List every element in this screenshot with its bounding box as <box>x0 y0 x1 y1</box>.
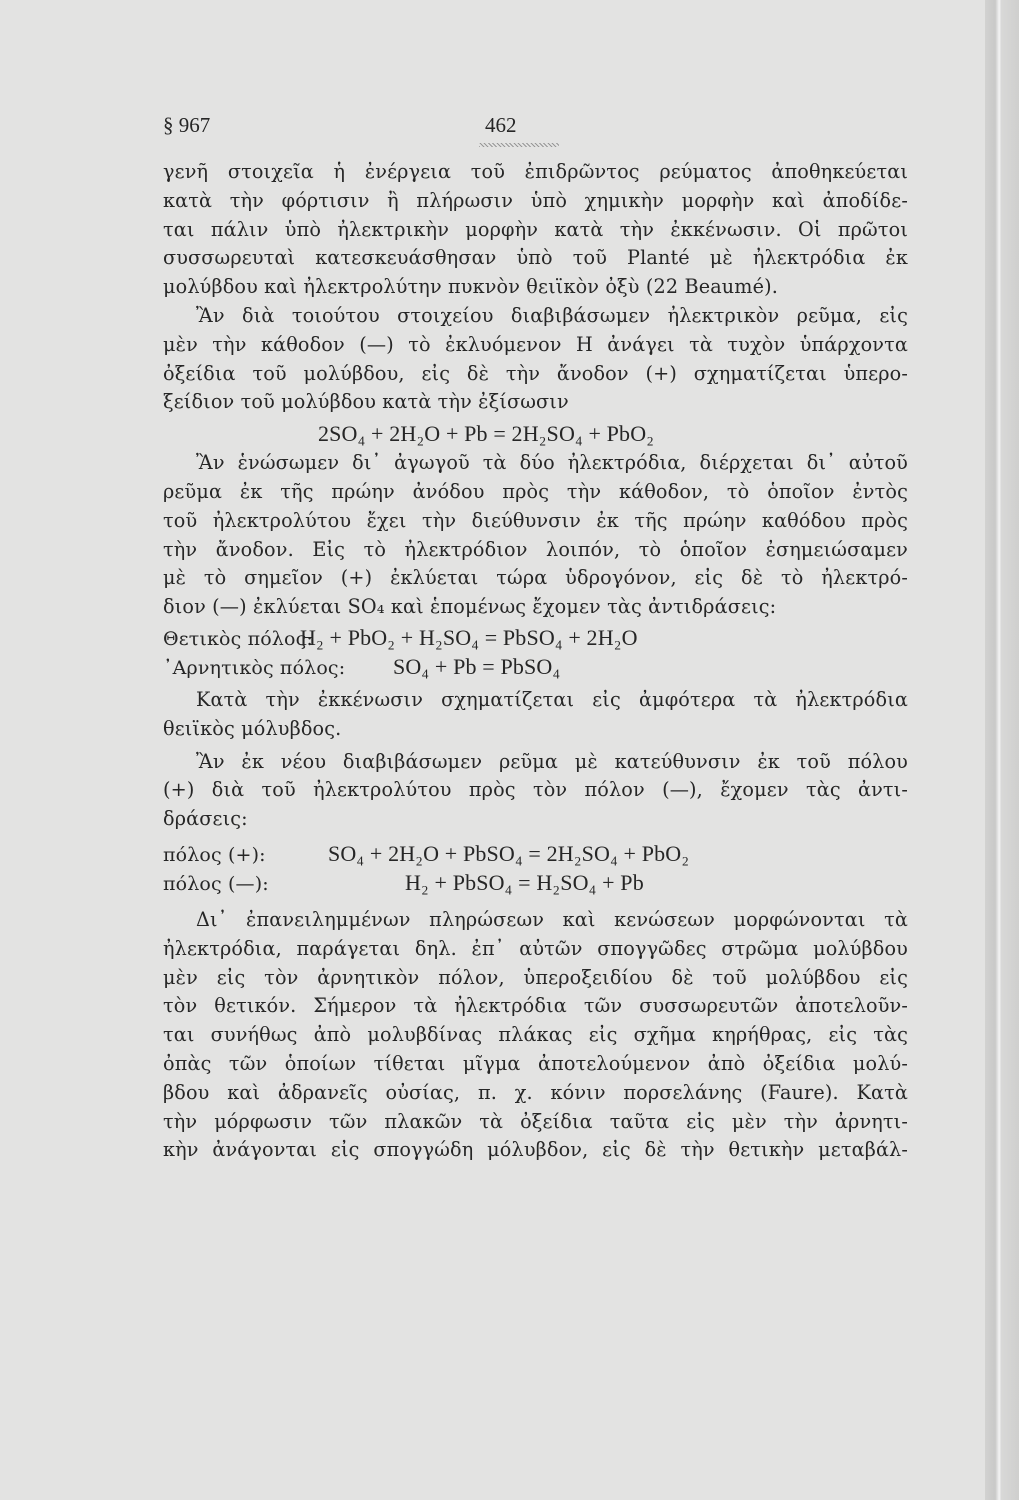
paragraph-discharge <box>163 449 908 622</box>
text-line: (+) διὰ τοῦ ἠλεκτρολύτου πρὸς τὸν πόλον (—), ἔχομεν τὰς ἀντι- <box>163 778 908 802</box>
section-number: § 967 <box>163 113 211 137</box>
paragraph-sulfate <box>163 686 908 744</box>
text-line: διον (—) ἐκλύεται SO₄ καὶ ἑπομένως ἔχομεν τὰς ἀντιδράσεις: <box>163 595 777 619</box>
reaction-label: πόλος (+): <box>163 843 266 866</box>
page-number-ornament <box>479 143 559 147</box>
text-line: ρεῦμα ἐκ τῆς πρώην ἀνόδου πρὸς τὴν κάθοδον, τὸ ὁποῖον ἐντὸς <box>163 479 908 503</box>
text-line: κὴν ἀνάγονται εἰς σπογγώδη μόλυβδον, εἰς δὲ τὴν θετικὴν μεταβάλ- <box>163 1138 908 1162</box>
page-gutter-shadow <box>985 0 1019 1500</box>
text-line: ὀπὰς τῶν ὁποίων τίθεται μῖγμα ἀποτελούμενον ἀπὸ ὀξείδια μολύ- <box>163 1051 908 1075</box>
text-line: Κατὰ τὴν ἐκκένωσιν σχηματίζεται εἰς ἀμφότερα τὰ ἠλεκτρόδια <box>196 687 908 711</box>
reaction-negative-pole <box>163 653 908 682</box>
text-line: τοῦ ἠλεκτρολύτου ἔχει τὴν διεύθυνσιν ἐκ τῆς πρώην καθόδου πρὸς <box>163 508 908 532</box>
reaction-equation: SO₄ + Pb = PbSO₄ <box>393 653 561 679</box>
text-line: Ἂν διὰ τοιούτου στοιχείου διαβιβάσωμεν ἠλεκτρικὸν ρεῦμα, εἰς <box>196 303 908 327</box>
reaction-label: ᾽Αρνητικὸς πόλος: <box>163 656 346 679</box>
reaction-positive-pole <box>163 840 908 869</box>
text-line: συσσωρευταὶ κατεσκευάσθησαν ὑπὸ τοῦ Planté μὲ ἠλεκτρόδια ἐκ <box>163 246 908 270</box>
reaction-label: Θετικὸς πόλος: <box>163 627 313 650</box>
paragraph-recharge <box>163 748 908 834</box>
text-line: ἠλεκτρόδια, παράγεται δηλ. ἐπ᾽ αὐτῶν σπογγῶδες στρῶμα μολύβδου <box>163 936 908 960</box>
text-line: δράσεις: <box>163 807 248 831</box>
text-line: τὸν θετικόν. Σήμερον τὰ ἠλεκτρόδια τῶν συσσωρευτῶν ἀποτελοῦν- <box>163 994 908 1018</box>
text-line: γενῆ στοιχεῖα ἡ ἐνέργεια τοῦ ἐπιδρῶντος ρεύματος ἀποθηκεύεται <box>163 160 908 183</box>
text-line: ξείδιον τοῦ μολύβδου κατὰ τὴν ἐξίσωσιν <box>163 390 569 414</box>
reaction-equation: H₂ + PbSO₄ = H₂SO₄ + Pb <box>405 869 644 895</box>
text-line: τὴν ἄνοδον. Εἰς τὸ ἠλεκτρόδιον λοιπόν, τὸ ὁποῖον ἐσημειώσαμεν <box>163 537 908 561</box>
reaction-positive-pole <box>163 624 908 653</box>
reaction-negative-pole <box>163 869 908 898</box>
page-body <box>163 158 908 1165</box>
text-line: ται συνήθως ἀπὸ μολυβδίνας πλάκας εἰς σχῆμα κηρήθρας, εἰς τὰς <box>163 1023 908 1047</box>
text-line: μολύβδου καὶ ἠλεκτρολύτην πυκνὸν θειϊκὸν ὀξὺ (22 Beaumé). <box>163 275 779 299</box>
text-line: ται πάλιν ὑπὸ ἠλεκτρικὴν μορφὴν κατὰ τὴν ἐκκένωσιν. Οἱ πρῶτοι <box>163 217 908 241</box>
page-header <box>163 113 908 153</box>
equation-charging <box>163 420 908 449</box>
equation-text: 2SO₄ + 2H₂O + Pb = 2H₂SO₄ + PbO₂ <box>318 421 655 447</box>
paragraph-formation <box>163 906 908 1165</box>
text-line: Ἂν ἑνώσωμεν δι᾽ ἀγωγοῦ τὰ δύο ἠλεκτρόδια, διέρχεται δι᾽ αὐτοῦ <box>196 451 908 475</box>
text-line: βδου καὶ ἀδρανεῖς οὐσίας, π. χ. κόνιν πορσελάνης (Faure). Κατὰ <box>163 1080 908 1104</box>
text-line: κατὰ τὴν φόρτισιν ἢ πλήρωσιν ὑπὸ χημικὴν μορφὴν καὶ ἀποδίδε- <box>163 188 908 212</box>
text-line: ὀξείδια τοῦ μολύβδου, εἰς δὲ τὴν ἄνοδον (+) σχηματίζεται ὑπερο- <box>163 361 908 385</box>
reaction-equation: H₂ + PbO₂ + H₂SO₄ = PbSO₄ + 2H₂O <box>300 624 638 650</box>
discharge-reactions <box>163 624 908 682</box>
text-line: τὴν μόρφωσιν τῶν πλακῶν τὰ ὀξείδια ταῦτα εἰς μὲν τὴν ἀρνητι- <box>163 1109 908 1133</box>
text-line: μὲ τὸ σημεῖον (+) ἐκλύεται τώρα ὑδρογόνον, εἰς δὲ τὸ ἠλεκτρό- <box>163 566 908 590</box>
page-number: 462 <box>485 113 517 137</box>
text-line: μὲν τὴν κάθοδον (—) τὸ ἐκλυόμενον H ἀνάγει τὰ τυχὸν ὑπάρχοντα <box>163 332 908 356</box>
reaction-label: πόλος (—): <box>163 872 269 895</box>
reaction-equation: SO₄ + 2H₂O + PbSO₄ = 2H₂SO₄ + PbO₂ <box>328 840 690 866</box>
text-line: Ἂν ἐκ νέου διαβιβάσωμεν ρεῦμα μὲ κατεύθυνσιν ἐκ τοῦ πόλου <box>196 749 908 773</box>
text-line: θειϊκὸς μόλυβδος. <box>163 716 342 740</box>
recharge-reactions <box>163 840 908 898</box>
paragraph-charging <box>163 302 908 417</box>
paragraph-intro <box>163 158 908 302</box>
text-line: μὲν εἰς τὸν ἀρνητικὸν πόλον, ὑπεροξειδίου δὲ τοῦ μολύβδου εἰς <box>163 965 908 989</box>
text-line: Δι᾽ ἐπανειλημμένων πληρώσεων καὶ κενώσεων μορφώνονται τὰ <box>196 907 908 931</box>
